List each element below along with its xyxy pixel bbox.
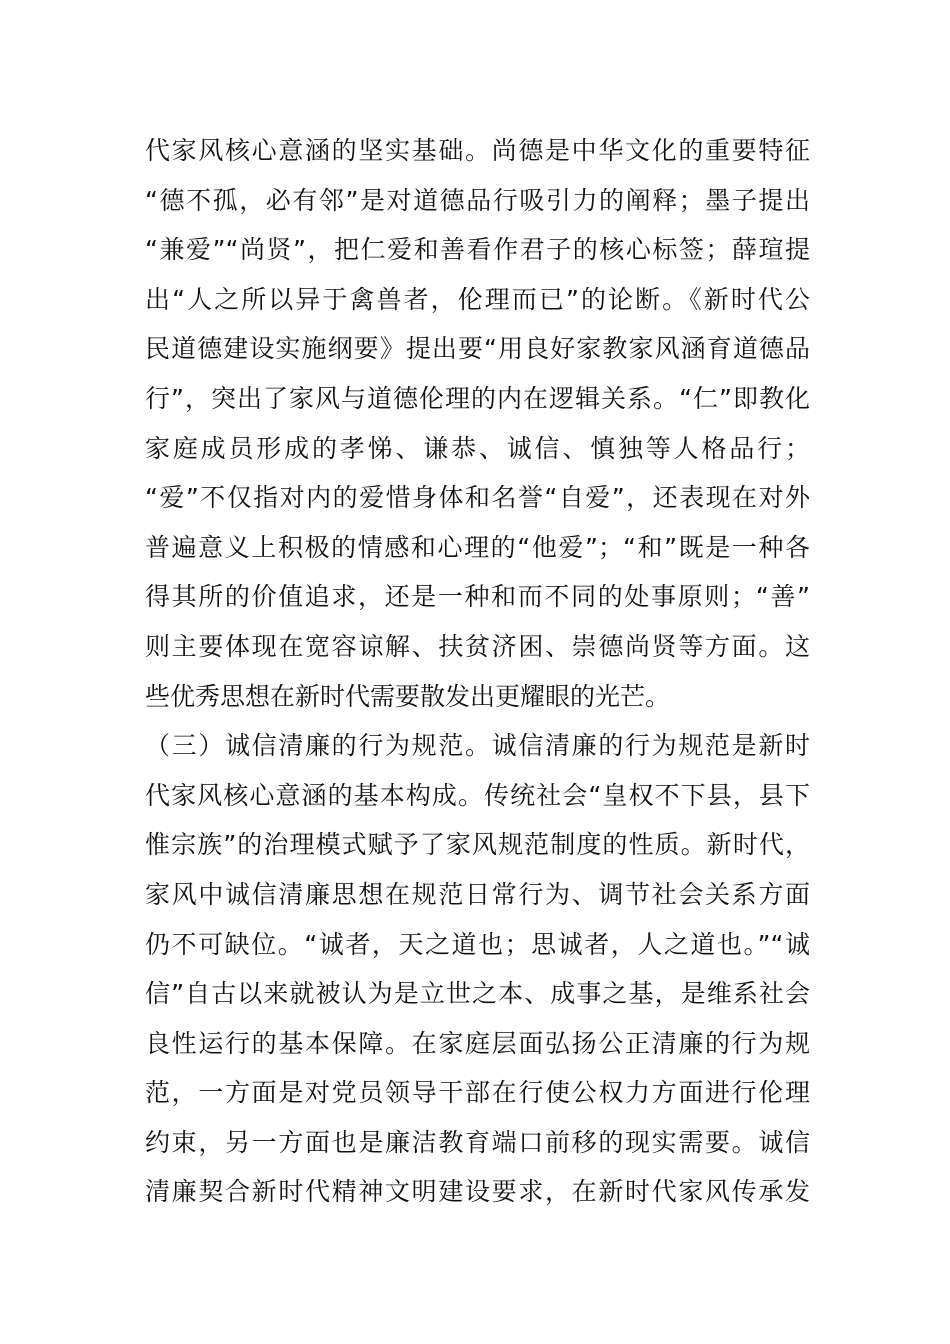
text-line-8: “爱”不仅指对内的爱惜身体和名誉“自爱”，还表现在对外 [145, 483, 810, 513]
text-line-22: 清廉契合新时代精神文明建设要求，在新时代家风传承发 [145, 1177, 810, 1207]
text-line-18: 信”自古以来就被认为是立世之本、成事之基，是维系社会 [145, 979, 810, 1009]
text-line-12: 些优秀思想在新时代需要散发出更耀眼的光芒。 [145, 681, 671, 711]
text-line-5: 民道德建设实施纲要》提出要“用良好家教家风涵育道德品 [145, 334, 810, 364]
text-line-15: 惟宗族”的治理模式赋予了家风规范制度的性质。新时代， [145, 830, 810, 860]
text-line-11: 则主要体现在宽容谅解、扶贫济困、崇德尚贤等方面。这 [145, 631, 810, 661]
section-heading-line: （三）诚信清廉的行为规范。诚信清廉的行为规范是新时 [145, 731, 810, 761]
text-line-6: 行”，突出了家风与道德伦理的内在逻辑关系。“仁”即教化 [145, 383, 810, 413]
text-line-20: 范，一方面是对党员领导干部在行使公权力方面进行伦理 [145, 1078, 810, 1108]
text-line-16: 家风中诚信清廉思想在规范日常行为、调节社会关系方面 [145, 879, 810, 909]
text-line-21: 约束，另一方面也是廉洁教育端口前移的现实需要。诚信 [145, 1127, 810, 1157]
text-line-19: 良性运行的基本保障。在家庭层面弘扬公正清廉的行为规 [145, 1028, 810, 1058]
text-line-4: 出“人之所以异于禽兽者，伦理而已”的论断。《新时代公 [145, 284, 810, 314]
text-line-14: 代家风核心意涵的基本构成。传统社会“皇权不下县，县下 [145, 780, 810, 810]
text-line-10: 得其所的价值追求，还是一种和而不同的处事原则；“善” [145, 582, 810, 612]
text-line-3: “兼爱”“尚贤”，把仁爱和善看作君子的核心标签；薛瑄提 [145, 235, 810, 265]
text-line-7: 家庭成员形成的孝悌、谦恭、诚信、慎独等人格品行； [145, 433, 810, 463]
text-line-9: 普遍意义上积极的情感和心理的“他爱”；“和”既是一种各 [145, 532, 810, 562]
text-line-17: 仍不可缺位。“诚者，天之道也；思诚者，人之道也。”“诚 [145, 929, 810, 959]
body-text [145, 126, 810, 1217]
text-line-2: “德不孤，必有邻”是对道德品行吸引力的阐释；墨子提出 [145, 185, 810, 215]
text-line-1: 代家风核心意涵的坚实基础。尚德是中华文化的重要特征 [145, 136, 810, 165]
